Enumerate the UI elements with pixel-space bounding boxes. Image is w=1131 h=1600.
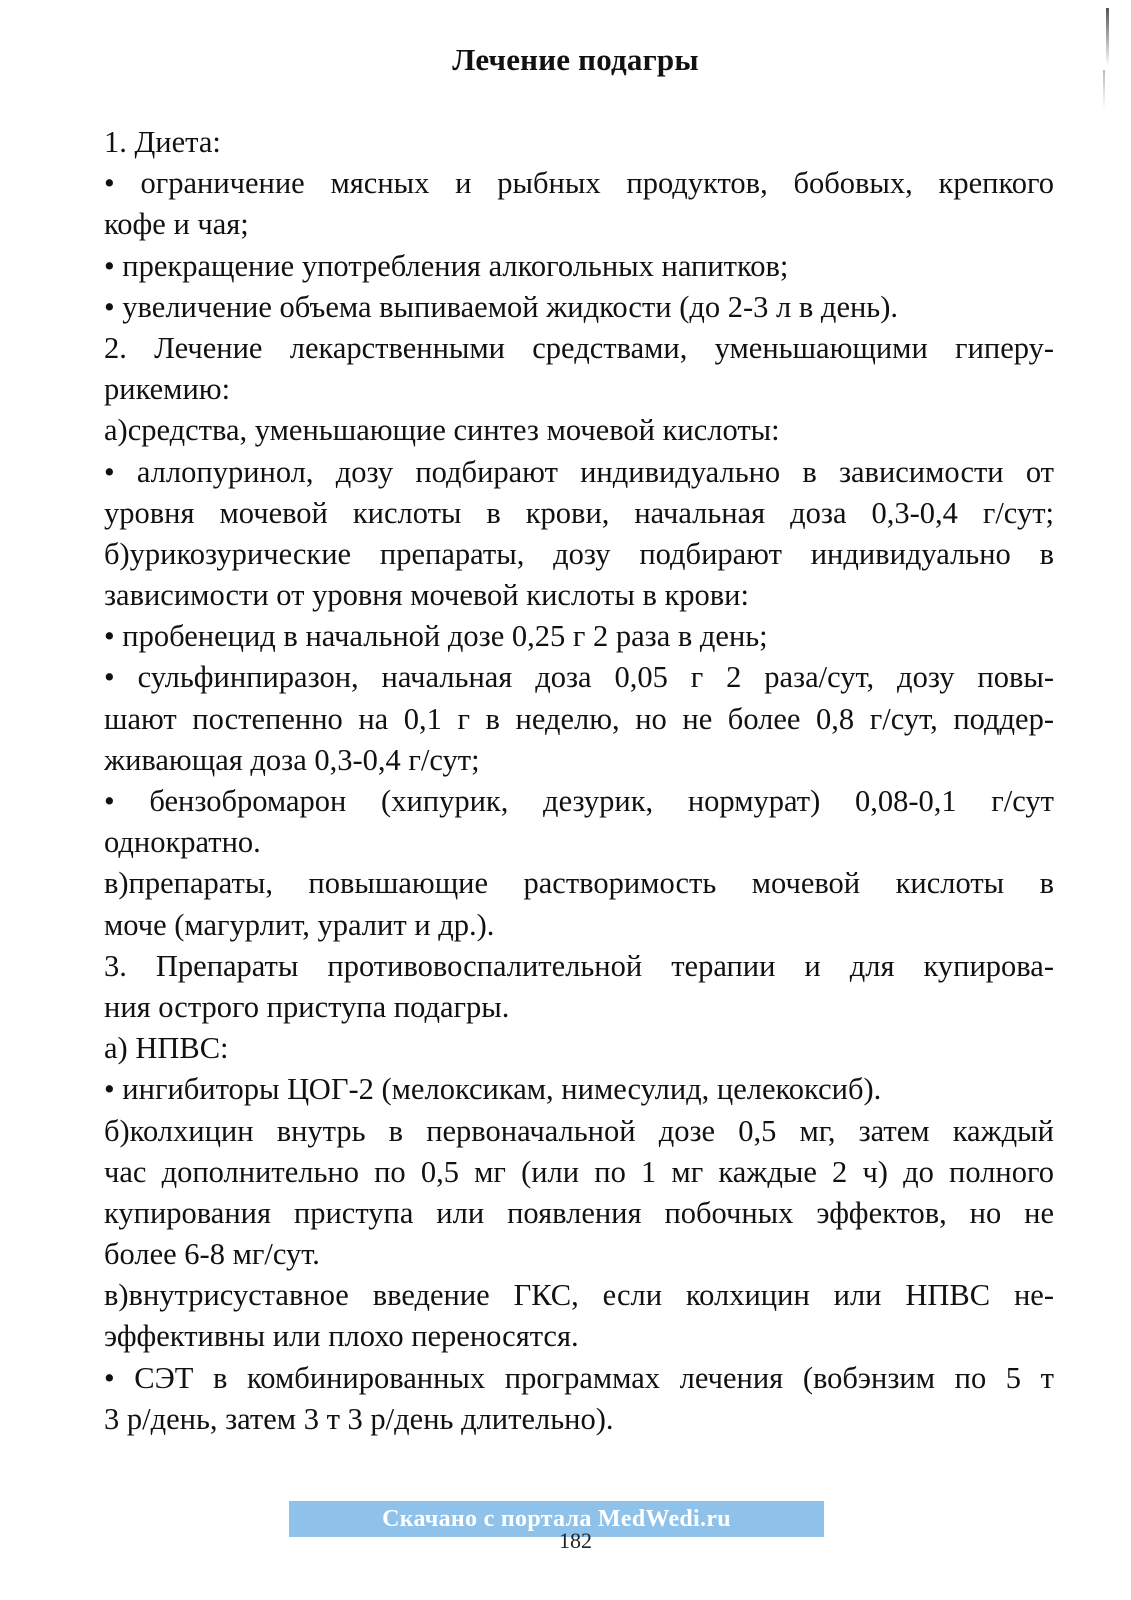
text-line: • СЭТ в комбинированных программах лечения (вобэнзим по 5 т bbox=[104, 1360, 1054, 1395]
text-line: час дополнительно по 0,5 мг (или по 1 мг каждые 2 ч) до полного bbox=[104, 1154, 1054, 1189]
text-line: 3. Препараты противовоспалительной терапии и для купирова- bbox=[104, 948, 1054, 983]
text-line: • увеличение объема выпиваемой жидкости (до 2-3 л в день). bbox=[104, 289, 898, 324]
text-line: • пробенецид в начальной дозе 0,25 г 2 раза в день; bbox=[104, 619, 768, 654]
text-line: в)внутрисуставное введение ГКС, если колхицин или НПВС не- bbox=[104, 1278, 1054, 1313]
page-number: 182 bbox=[559, 1528, 592, 1553]
document-body bbox=[104, 122, 1054, 1440]
text-line: • ингибиторы ЦОГ-2 (мелоксикам, нимесулид, целекоксиб). bbox=[104, 1072, 882, 1107]
text-line: более 6-8 мг/сут. bbox=[104, 1237, 320, 1272]
text-line: зависимости от уровня мочевой кислоты в крови: bbox=[104, 578, 749, 613]
text-line: эффективны или плохо переносятся. bbox=[104, 1319, 579, 1354]
text-line: рикемию: bbox=[104, 372, 231, 407]
text-line: 2. Лечение лекарственными средствами, уменьшающими гиперу- bbox=[104, 330, 1054, 365]
text-line: однократно. bbox=[104, 825, 261, 860]
text-line: • прекращение употребления алкогольных напитков; bbox=[104, 248, 789, 283]
text-line: моче (магурлит, уралит и др.). bbox=[104, 907, 495, 942]
text-line: • аллопуринол, дозу подбирают индивидуально в зависимости от bbox=[104, 454, 1054, 489]
text-line: а)средства, уменьшающие синтез мочевой кислоты: bbox=[104, 413, 780, 448]
text-line: в)препараты, повышающие растворимость мочевой кислоты в bbox=[104, 866, 1054, 901]
text-line: шают постепенно на 0,1 г в неделю, но не более 0,8 г/сут, поддер- bbox=[104, 701, 1054, 736]
text-line: ния острого приступа подагры. bbox=[104, 989, 510, 1024]
text-line: кофе и чая; bbox=[104, 207, 249, 242]
text-line: живающая доза 0,3-0,4 г/сут; bbox=[104, 742, 480, 777]
text-line: • бензобромарон (хипурик, дезурик, нормурат) 0,08-0,1 г/сут bbox=[104, 784, 1054, 818]
text-line: купирования приступа или появления побочных эффектов, но не bbox=[104, 1195, 1054, 1230]
text-line: 3 р/день, затем 3 т 3 р/день длительно). bbox=[104, 1401, 614, 1436]
text-line: • сульфинпиразон, начальная доза 0,05 г 2 раза/сут, дозу повы- bbox=[104, 660, 1054, 695]
page-title: Лечение подагры bbox=[452, 42, 699, 77]
text-line: б)колхицин внутрь в первоначальной дозе 0,5 мг, затем каждый bbox=[104, 1113, 1054, 1148]
text-line: б)урикозурические препараты, дозу подбирают индивидуально в bbox=[104, 536, 1054, 571]
text-line: а) НПВС: bbox=[104, 1031, 229, 1066]
text-line: уровня мочевой кислоты в крови, начальная доза 0,3-0,4 г/сут; bbox=[104, 495, 1054, 530]
text-line: 1. Диета: bbox=[104, 125, 221, 159]
download-watermark: Скачано с портала MedWedi.ru bbox=[289, 1501, 824, 1537]
text-line: • ограничение мясных и рыбных продуктов, бобовых, крепкого bbox=[104, 166, 1054, 201]
